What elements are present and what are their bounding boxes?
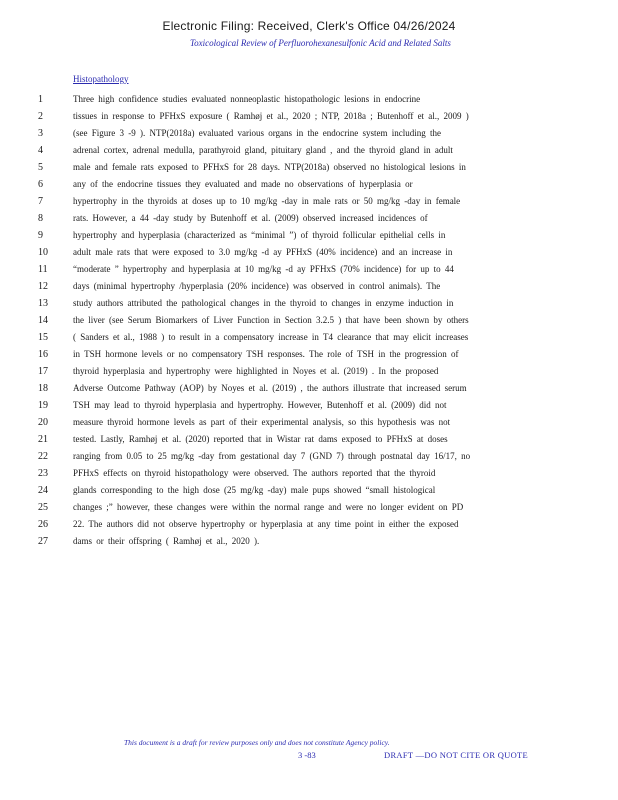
line-number: 3 xyxy=(38,128,43,139)
line-text: tested. Lastly, Ramhøj et al. (2020) reported that in Wistar rat dams exposed to PFHxS at doses xyxy=(73,434,448,444)
line-text: dams or their offspring ( Ramhøj et al., 2020 ). xyxy=(73,536,260,546)
line-number: 16 xyxy=(38,349,48,360)
page-number: 3 -83 xyxy=(298,750,316,760)
line-text: PFHxS effects on thyroid histopathology were observed. The authors reported that the thyroid xyxy=(73,468,436,478)
line-number: 12 xyxy=(38,281,48,292)
line-number: 24 xyxy=(38,485,48,496)
line-text: thyroid hyperplasia and hypertrophy were highlighted in Noyes et al. (2019) . In the proposed xyxy=(73,366,439,376)
text-line xyxy=(0,176,618,193)
line-text: glands corresponding to the high dose (25 mg/kg -day) male pups showed “small histological xyxy=(73,485,436,495)
line-number: 25 xyxy=(38,502,48,513)
text-line xyxy=(0,380,618,397)
line-text: 22. The authors did not observe hypertrophy or hyperplasia at any time point in either the exposed xyxy=(73,519,459,529)
text-line xyxy=(0,329,618,346)
line-text: Adverse Outcome Pathway (AOP) by Noyes et al. (2019) , the authors illustrate that increased serum xyxy=(73,383,467,393)
line-number: 6 xyxy=(38,179,43,190)
line-number: 23 xyxy=(38,468,48,479)
line-text: measure thyroid hormone levels as part of their experimental analysis, so this hypothesis was not xyxy=(73,417,451,427)
line-text: “moderate ” hypertrophy and hyperplasia at 10 mg/kg -d ay PFHxS (70% incidence) for up to 44 xyxy=(73,264,454,274)
line-number: 9 xyxy=(38,230,43,241)
line-text: in TSH hormone levels or no compensatory TSH responses. The role of TSH in the progression of xyxy=(73,349,459,359)
text-line xyxy=(0,193,618,210)
line-number: 17 xyxy=(38,366,48,377)
line-text: (see Figure 3 -9 ). NTP(2018a) evaluated various organs in the endocrine system including the xyxy=(73,128,441,138)
line-text: study authors attributed the pathological changes in the thyroid to changes in enzyme induction in xyxy=(73,298,454,308)
text-line xyxy=(0,261,618,278)
line-number: 15 xyxy=(38,332,48,343)
line-number: 5 xyxy=(38,162,43,173)
line-number: 21 xyxy=(38,434,48,445)
line-number: 10 xyxy=(38,247,48,258)
line-text: ranging from 0.05 to 25 mg/kg -day from gestational day 7 (GND 7) through postnatal day 16/17, no xyxy=(73,451,471,461)
line-text: rats. However, a 44 -day study by Butenhoff et al. (2009) observed increased incidences of xyxy=(73,213,428,223)
line-text: adrenal cortex, adrenal medulla, parathyroid gland, pituitary gland , and the thyroid gland in adult xyxy=(73,145,453,155)
line-text: TSH may lead to thyroid hyperplasia and hypertrophy. However, Butenhoff et al. (2009) did not xyxy=(73,400,447,410)
text-line xyxy=(0,278,618,295)
text-line xyxy=(0,142,618,159)
text-line xyxy=(0,465,618,482)
line-number: 26 xyxy=(38,519,48,530)
line-text: adult male rats that were exposed to 3.0 mg/kg -d ay PFHxS (40% incidence) and an increase in xyxy=(73,247,453,257)
line-number: 2 xyxy=(38,111,43,122)
line-text: days (minimal hypertrophy /hyperplasia (20% incidence) was observed in control animals). The xyxy=(73,281,441,291)
running-title: Toxicological Review of Perfluorohexanesulfonic Acid and Related Salts xyxy=(190,38,451,48)
line-number: 4 xyxy=(38,145,43,156)
text-line xyxy=(0,414,618,431)
line-number: 7 xyxy=(38,196,43,207)
line-number: 13 xyxy=(38,298,48,309)
text-line xyxy=(0,125,618,142)
text-line xyxy=(0,346,618,363)
text-line xyxy=(0,312,618,329)
line-text: any of the endocrine tissues they evaluated and made no observations of hyperplasia or xyxy=(73,179,413,189)
line-text: the liver (see Serum Biomarkers of Liver Function in Section 3.2.5 ) that have been shown by others xyxy=(73,315,469,325)
text-line xyxy=(0,482,618,499)
text-line xyxy=(0,499,618,516)
draft-disclaimer: This document is a draft for review purposes only and does not constitute Agency policy. xyxy=(124,738,390,747)
text-line xyxy=(0,295,618,312)
text-line xyxy=(0,431,618,448)
text-line xyxy=(0,210,618,227)
line-number: 27 xyxy=(38,536,48,547)
section-heading: Histopathology xyxy=(73,74,129,84)
line-number: 8 xyxy=(38,213,43,224)
text-line xyxy=(0,363,618,380)
draft-notice: DRAFT —DO NOT CITE OR QUOTE xyxy=(384,750,529,760)
line-text: hypertrophy in the thyroids at doses up to 10 mg/kg -day in male rats or 50 mg/kg -day in female xyxy=(73,196,461,206)
line-number: 18 xyxy=(38,383,48,394)
text-line xyxy=(0,91,618,108)
line-number: 14 xyxy=(38,315,48,326)
line-number: 20 xyxy=(38,417,48,428)
line-number: 11 xyxy=(38,264,48,275)
text-line xyxy=(0,448,618,465)
text-line xyxy=(0,227,618,244)
line-text: changes ;” however, these changes were within the normal range and were no longer evident on PD xyxy=(73,502,464,512)
text-line xyxy=(0,533,618,550)
line-text: tissues in response to PFHxS exposure ( Ramhøj et al., 2020 ; NTP, 2018a ; Butenhoff et al., 2009 ) xyxy=(73,111,469,121)
line-number: 19 xyxy=(38,400,48,411)
text-line xyxy=(0,159,618,176)
text-line xyxy=(0,244,618,261)
text-line xyxy=(0,397,618,414)
line-text: hypertrophy and hyperplasia (characterized as “minimal ”) of thyroid follicular epithelial cells in xyxy=(73,230,446,240)
line-number: 22 xyxy=(38,451,48,462)
line-text: Three high confidence studies evaluated nonneoplastic histopathologic lesions in endocrine xyxy=(73,94,421,104)
line-text: male and female rats exposed to PFHxS for 28 days. NTP(2018a) observed no histological lesions in xyxy=(73,162,466,172)
text-line xyxy=(0,108,618,125)
filing-stamp: Electronic Filing: Received, Clerk's Office 04/26/2024 xyxy=(162,19,456,33)
line-text: ( Sanders et al., 1988 ) to result in a compensatory increase in T4 clearance that may elicit increases xyxy=(73,332,469,342)
text-line xyxy=(0,516,618,533)
body-text xyxy=(0,91,618,550)
line-number: 1 xyxy=(38,94,43,105)
